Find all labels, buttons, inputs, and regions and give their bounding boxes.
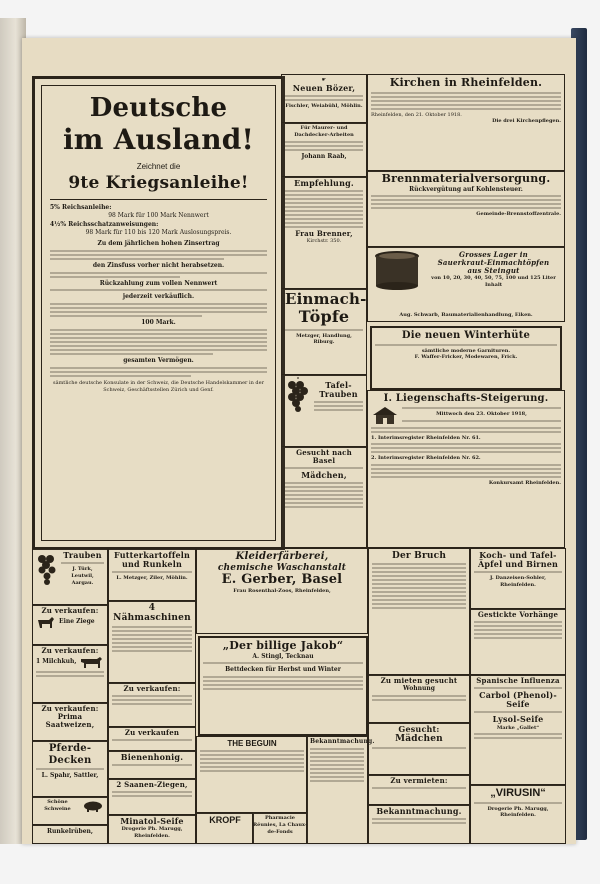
war-loan-line-d: den Zinsfuss vorher nicht herabsetzen. <box>92 261 225 269</box>
saatweizen-text: Prima Saatweizen, <box>45 712 95 730</box>
winterhute-sub: sämtliche moderne Garnituren. <box>421 347 511 354</box>
bienenhonig-title: Bienenhonig. <box>120 752 184 762</box>
gesucht-basel-ad <box>281 446 367 548</box>
runkelrueben-text: Runkelrüben, <box>47 828 93 835</box>
gallet-text: Marke „Gallet“ <box>496 724 540 731</box>
bottom-trauben-ad <box>32 548 108 606</box>
gesucht-title: Gesucht nach Basel <box>296 448 352 466</box>
gesucht-title-2: Gesucht: <box>398 724 440 734</box>
bottom-trauben-title: Trauben <box>63 550 102 560</box>
vermieten-title: Zu vermieten: <box>390 776 448 785</box>
milchkuh-ad <box>32 644 108 704</box>
war-loan-line-a2: 98 Mark für 100 Mark Nennwert <box>108 211 209 219</box>
war-loan-line-a: 5% Reichsanleihe: <box>50 203 112 211</box>
virusin-sign: Drogerie Ph. Marugg, Rheinfelden. <box>487 805 549 819</box>
gerber-sub: Frau Rosenthal-Zoos, Rheinfelden, <box>233 587 331 594</box>
newspaper-page <box>22 38 576 844</box>
war-loan-line-h: gesamten Vermögen. <box>123 356 194 364</box>
verkaufen-title-4: Zu verkaufen: <box>123 684 181 693</box>
kirchen-date: Rheinfelden, den 21. Oktober 1918. <box>371 111 462 118</box>
konkurs-sign: Konkursamt Rheinfelden. <box>488 480 561 486</box>
maedchen-title-2: Mädchen <box>395 734 443 745</box>
verkaufen-title-1: Zu verkaufen: <box>41 606 99 615</box>
wohnung-title: Wohnung <box>403 685 435 693</box>
grapes-icon <box>285 377 311 417</box>
lager-line-1: Grosses Lager in <box>459 250 528 260</box>
naehmaschinen-ad <box>108 600 196 684</box>
pharmacie-ad <box>252 812 308 844</box>
maedchen-title: Mädchen, <box>301 470 347 481</box>
brennmaterial-sub: Rückvergütung auf Kohlensteuer. <box>409 185 523 193</box>
verkaufen-title-2: Zu verkaufen: <box>41 646 99 655</box>
cow-icon <box>79 655 103 669</box>
jakob-title: „Der billige Jakob“ <box>222 639 344 652</box>
kirchen-title: Kirchen in Rheinfelden. <box>389 76 543 89</box>
beguin-title: THE BEGUIN <box>227 739 277 748</box>
ziege-text: Eine Ziege <box>59 618 95 626</box>
war-loan-subtitle: Zeichnet die <box>136 162 181 172</box>
maurer-ad <box>281 122 367 178</box>
lager-line-2: Sauerkraut-Einmachtöpfen <box>437 258 550 268</box>
interim-2: 2. Interimsregister Rheinfelden Nr. 62. <box>371 455 481 462</box>
war-loan-line-f: jederzeit verkäuflich. <box>122 293 195 301</box>
jakob-ad <box>198 636 368 736</box>
winterhute-ad <box>370 326 562 390</box>
kirchen-notice <box>367 74 565 172</box>
pferdedecken-ad <box>32 740 108 798</box>
kropf-ad <box>196 812 254 844</box>
pferdedecken-title: Pferde-Decken <box>48 743 92 766</box>
brenner-ad <box>281 176 367 290</box>
virusin-ad <box>470 784 566 844</box>
maurer-name: Johann Raab, <box>301 152 347 160</box>
miete-title: Zu mieten gesucht <box>380 676 458 685</box>
lager-sign: Aug. Schwarb, Baumaterialienhandlung, Eiken. <box>399 312 533 319</box>
aepfel-title: Koch- und Tafel-Äpfel und Birnen <box>477 550 559 570</box>
maurer-title: Für Maurer- und Dachdecker-Arbeiten <box>294 125 354 138</box>
ziegen-title: 2 Saanen-Ziegen, <box>116 780 188 789</box>
bekanntmachung-ad-2 <box>368 804 470 844</box>
vorhaenge-title: Gestickte Vorhänge <box>477 610 559 619</box>
maedchen-ad <box>368 722 470 776</box>
bekanntmachung-title-1: Bekanntmachung. <box>310 738 375 745</box>
boezer-ad: ☛ Neuen Bözer, Fischler, Weiabühl, Möhlin. <box>281 74 367 124</box>
steigerung-title: I. Liegenschafts-Steigerung. <box>383 393 549 404</box>
pharmacie-sign: Pharmacie Réunies, La Chaux-de-Fonds <box>253 815 307 835</box>
minatol-title: Minatol-Seife <box>120 816 184 826</box>
gerber-title: E. Gerber, Basel <box>221 571 343 587</box>
lager-line-3: aus Steingut <box>467 266 520 276</box>
stingl-name: A. Stingl, Tecknau <box>252 652 314 660</box>
goat-icon <box>36 615 56 629</box>
gerber-ad <box>196 548 368 634</box>
futterkartoffeln-ad <box>108 548 196 602</box>
minatol-sign: Drogerie Ph. Marugg, Rheinfelden. <box>121 826 183 839</box>
spahr-sign: L. Spahr, Sattler, <box>41 772 99 779</box>
house-icon <box>371 405 399 425</box>
lysol-title: Lysol-Seife <box>492 714 544 725</box>
winterhute-title: Die neuen Winterhüte <box>401 330 531 341</box>
bettdecken-title: Bettdecken für Herbst und Winter <box>225 666 341 674</box>
ziegen-ad <box>108 778 196 816</box>
war-loan-footer: sämtliche deutsche Konsulate in der Schweiz, die Deutsche Handelskammer in der Schweiz, Geschäftsstellen Zürich und Genf. <box>53 379 264 393</box>
bekanntmachung-title-2: Bekanntmachung. <box>376 806 462 816</box>
brennmaterial-notice <box>367 170 565 248</box>
war-loan-line-c: Zu dem jährlichen hohen Zinsertrag <box>97 240 220 247</box>
carbol-title: Carbol (Phenol)-Seife <box>479 690 557 710</box>
verkaufen-4-ad <box>108 682 196 728</box>
empfehlung-title: Empfehlung. <box>294 178 354 188</box>
war-loan-title-1: Deutsche <box>89 93 228 123</box>
vorhaenge-ad <box>470 608 566 676</box>
bottom-trauben-sign: J. Türk, Leutwil, Aargau. <box>71 566 94 586</box>
war-loan-line-g: 100 Mark. <box>141 319 176 327</box>
influenza-title: Spanische Influenza <box>476 676 560 685</box>
schweine-ad <box>32 796 108 826</box>
bruch-title: Der Bruch <box>391 551 447 561</box>
ziege-ad <box>32 604 108 646</box>
virusin-title: „VIRUSIN“ <box>490 787 546 799</box>
einmach-title-1: Einmach- <box>285 290 367 308</box>
runkelrueben-ad <box>32 824 108 844</box>
boezer-title: Neuen Bözer, <box>292 82 356 93</box>
kirchen-sign: Die drei Kirchenpflegen. <box>492 118 561 125</box>
einmach-ad <box>281 288 367 376</box>
verkaufen-title-5: Zu verkaufen <box>124 728 180 737</box>
bruch-ad <box>368 548 470 676</box>
war-loan-name: 9te Kriegsanleihe! <box>68 173 249 194</box>
interim-1: 1. Interimsregister Rheinfelden Nr. 61. <box>371 434 481 441</box>
grapes-icon-2 <box>36 552 58 586</box>
influenza-ad <box>470 674 566 786</box>
lager-sizes: von 10, 20, 30, 40, 50, 75, 100 und 125 Liter Inhalt <box>431 275 556 289</box>
boezer-sign: Fischler, Weiabühl, Möhlin. <box>285 102 363 109</box>
trauben-title: Tafel-Trauben <box>319 379 358 399</box>
bienenhonig-ad <box>108 750 196 780</box>
einmach-sign: Metzger, Handlung, Riburg. <box>296 332 352 346</box>
naehmaschinen-title: 4 Nähmaschinen <box>113 603 191 624</box>
aepfel-ad <box>470 548 566 610</box>
brennmaterial-title: Brennmaterialversorgung. <box>381 172 551 185</box>
trauben-ad <box>281 374 367 448</box>
futter-title: Futterkartoffeln und Runkeln <box>113 550 191 570</box>
brennmaterial-sign: Gemeinde-Brennstoffzentrale. <box>476 211 561 218</box>
war-loan-line-b: 4½% Reichsschatzanweisungen: <box>50 221 159 229</box>
aepfel-sign: J. Danzeisen-Sohler, Rheinfelden. <box>490 575 546 589</box>
steigerung-date: Mittwoch den 23. Oktober 1918, <box>436 411 527 418</box>
miete-ad <box>368 674 470 724</box>
futter-sign: L. Metzger, Ziler, Möhlin. <box>116 575 188 582</box>
brenner-name: Frau Brenner, <box>295 229 353 239</box>
saatweizen-ad <box>32 702 108 742</box>
milchkuh-text: 1 Milchkuh, <box>36 658 77 666</box>
minatol-ad <box>108 814 196 844</box>
schweine-text: Schöne Schweine <box>44 799 71 812</box>
liegenschafts-notice <box>367 390 565 548</box>
bekanntmachung-ad-1 <box>306 736 375 844</box>
war-loan-line-b2: 98 Mark für 110 bis 120 Mark Auslosungspreis. <box>85 229 232 237</box>
vermieten-ad <box>368 774 470 806</box>
winterhute-sign: F. Waffer-Fricker, Modewaren, Frick. <box>414 354 518 361</box>
einmach-title-2: Töpfe <box>298 307 350 327</box>
verkaufen-title-3: Zu verkaufen: <box>41 704 99 713</box>
crock-pot-icon <box>371 249 423 291</box>
faerberei-title: Kleiderfärberei, <box>235 551 329 562</box>
war-loan-title-2: im Ausland! <box>62 122 255 156</box>
waschanstalt-title: chemische Waschanstalt <box>217 562 347 573</box>
pig-icon <box>82 800 104 812</box>
kropf-title: KROPF <box>209 815 241 825</box>
war-loan-line-e: Rückzahlung zum vollen Nennwert <box>99 279 218 287</box>
steingut-ad <box>367 246 565 322</box>
beguin-ad <box>196 736 308 814</box>
brenner-address: Kirchstr. 350. <box>306 238 342 245</box>
verkaufen-5-ad <box>108 726 196 752</box>
war-loan-ad <box>32 76 285 550</box>
